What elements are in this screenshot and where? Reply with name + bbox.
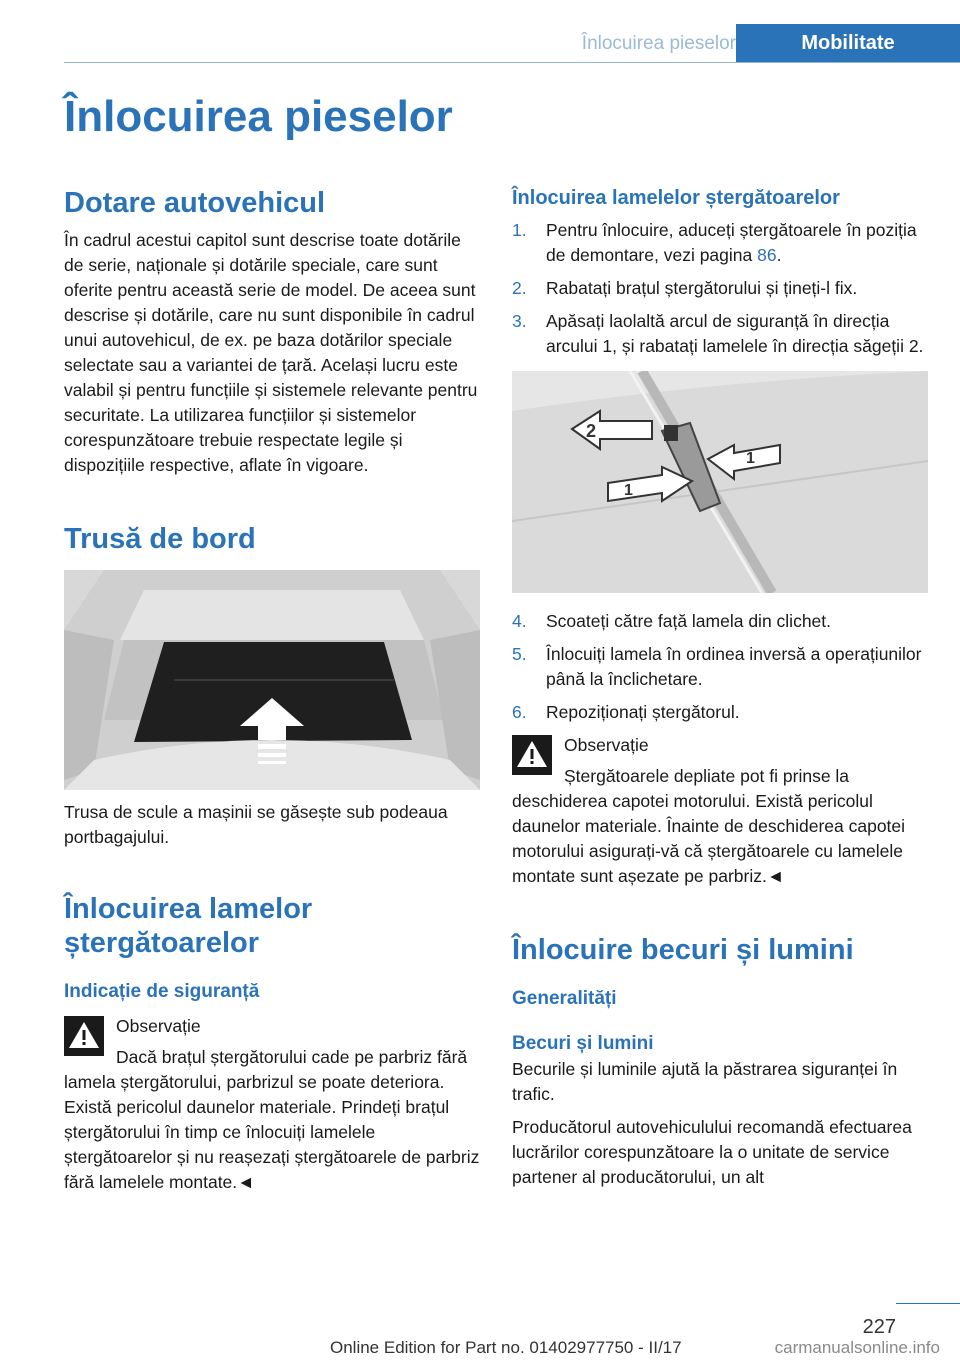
- toolkit-heading: Trusă de bord: [64, 523, 256, 555]
- step-item: [512, 218, 928, 268]
- left-column: [64, 186, 480, 1195]
- equipment-heading: Dotare autovehicul: [64, 187, 326, 219]
- step-number: 2.: [512, 278, 527, 298]
- header-chapter-tab: Mobilitate: [736, 24, 960, 62]
- step-item: [512, 276, 928, 301]
- step-item: [512, 609, 928, 634]
- wiper-warning: [512, 733, 928, 889]
- toolkit-caption: Trusa de scule a mașinii se găsește sub podeaua portbagajului.: [64, 802, 448, 847]
- figure-label-1a: 1: [624, 482, 633, 499]
- trunk-floor-image: [64, 570, 480, 790]
- bulbs-heading: Înlocuire becuri și lumini: [512, 934, 854, 966]
- step-text: Repoziționați ștergătorul.: [546, 702, 740, 722]
- safety-warning: [64, 1014, 480, 1195]
- page-number: 227: [862, 1316, 896, 1338]
- header-rule: [64, 62, 960, 63]
- step-number: 3.: [512, 311, 527, 331]
- step-item: [512, 700, 928, 725]
- warning-text: Dacă brațul ștergătorului cade pe parbriz fără lamela ștergătorului, parbrizul se poate deteriora. Există pericolul daunelor materiale. Prindeți brațul ștergătorului în timp ce înlocuiți lamelele ștergătoarelor și nu reașezați ștergătoarele de parbriz fără lamelele montate.◄: [64, 1047, 480, 1192]
- step-item: [512, 642, 928, 692]
- figure-label-1b: 1: [746, 450, 755, 467]
- warning-title: Observație: [116, 1016, 201, 1036]
- header-section-label: Înlocuirea pieselor: [581, 33, 736, 54]
- trunk-illustration: [64, 570, 480, 790]
- warning-title: Observație: [564, 735, 649, 755]
- step-number: 1.: [512, 220, 527, 240]
- replace-blades-heading: Înlocuirea lamelelor ștergătoarelor: [512, 187, 840, 209]
- footer-rule: [896, 1303, 960, 1304]
- general-heading: Generalități: [512, 988, 617, 1009]
- steps-list-a: [512, 218, 928, 359]
- step-text: Apăsați laolaltă arcul de siguranță în direcția arcului 1, și rabatați lamelele în direcția săgeții 2.: [546, 311, 924, 356]
- step-number: 6.: [512, 702, 527, 722]
- right-column: [512, 184, 928, 1190]
- step-number: 4.: [512, 611, 527, 631]
- equipment-text: În cadrul acestui capitol sunt descrise toate dotările de serie, naționale și dotările speciale, care sunt oferite pentru această serie de model. De aceea sunt descrise și dotările, care nu sunt disponibile în cadrul unui autovehicul, de ex. pe baza dotărilor speciale selectate sau a variantei de țară. Același lucru este valabil și pentru funcțiile și sistemele relevante pentru securitate. La utilizarea funcțiilor și sistemelor corespunzătoare trebuie respectate legile și dispozițiile respective, aflate în vigoare.: [64, 230, 478, 475]
- page-title: Înlocuirea pieselor: [64, 92, 453, 141]
- wiper-blade-image: [512, 371, 928, 593]
- wiper-blades-heading: Înlocuirea lamelor ștergătoarelor: [64, 893, 313, 959]
- edition-text: Online Edition for Part no. 01402977750 - II/17: [330, 1338, 682, 1357]
- step-text: Pentru înlocuire, aduceți ștergătoarele în poziția de demontare, vezi pagina 86.: [546, 220, 917, 265]
- step-item: [512, 309, 928, 359]
- step-text: Înlocuiți lamela în ordinea inversă a operațiunilor până la înclichetare.: [546, 644, 922, 689]
- bulbs-paragraph-1: Becurile și luminile ajută la păstrarea siguranței în trafic.: [512, 1059, 898, 1104]
- figure-label-2: 2: [586, 421, 597, 441]
- step-text: Rabatați brațul ștergătorului și țineți-l fix.: [546, 278, 858, 298]
- wiper-illustration: [512, 371, 928, 593]
- warning-triangle-icon: [64, 1016, 104, 1056]
- bulbs-paragraph-2: Producătorul autovehiculului recomandă efectuarea lucrărilor corespunzătoare la o unitate de service partener al producătorului, un alt: [512, 1117, 912, 1187]
- steps-list-b: [512, 609, 928, 725]
- step-number: 5.: [512, 644, 527, 664]
- watermark: carmanualsonline.info: [774, 1338, 940, 1357]
- bulbs-subheading: Becuri și lumini: [512, 1033, 654, 1054]
- page-link[interactable]: 86: [757, 245, 777, 265]
- step-text: Scoateți către față lamela din clichet.: [546, 611, 832, 631]
- warning-text: Ștergătoarele depliate pot fi prinse la deschiderea capotei motorului. Există pericolul daunelor materiale. Înainte de deschiderea capotei motorului asigurați-vă că ștergătoarele cu lamelele montate sunt așezate pe parbriz.◄: [512, 766, 906, 886]
- warning-triangle-icon: [512, 735, 552, 775]
- safety-heading: Indicație de siguranță: [64, 981, 260, 1002]
